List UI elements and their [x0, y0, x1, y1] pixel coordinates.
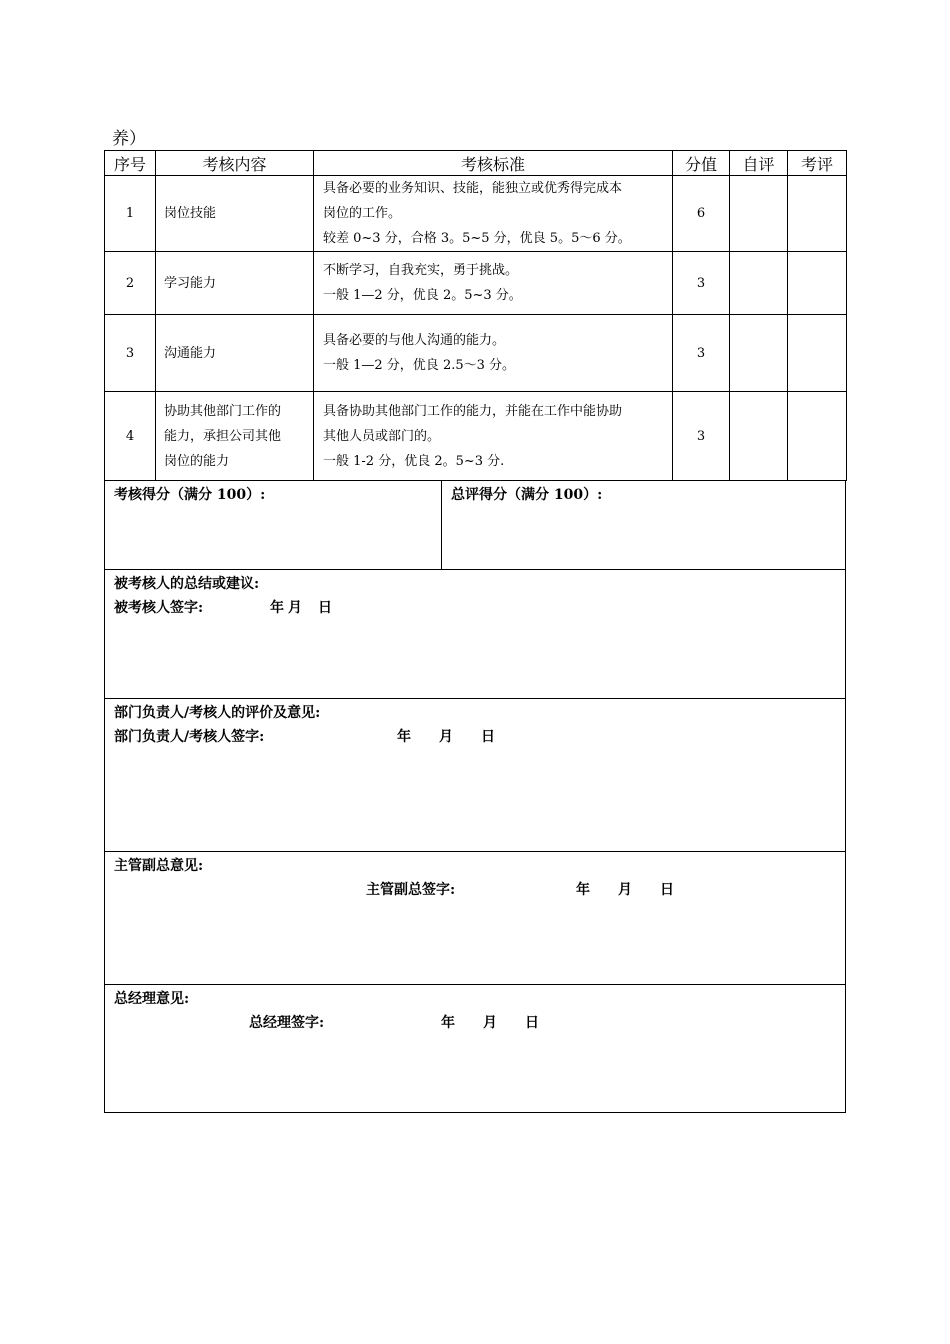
- table-row: [105, 176, 847, 252]
- row-content: 协助其他部门工作的 能力，承担公司其他 岗位的能力: [156, 392, 314, 481]
- row-self-eval-cell[interactable]: [730, 252, 788, 315]
- row-review-cell[interactable]: [788, 176, 847, 252]
- row-review-cell[interactable]: [788, 252, 847, 315]
- row-no: 2: [105, 252, 156, 315]
- row-self-eval-cell[interactable]: [730, 315, 788, 392]
- row-content: 岗位技能: [156, 176, 314, 252]
- gm-opinion-section: [104, 984, 846, 1113]
- self-day: 日: [318, 600, 332, 616]
- dept-year: 年: [397, 729, 411, 745]
- gm-opinion-title: 总经理意见:: [114, 991, 190, 1007]
- self-sign-label: 被考核人签字:: [114, 600, 204, 616]
- assessment-table: [104, 150, 847, 481]
- row-no: 4: [105, 392, 156, 481]
- header-score: 分值: [673, 151, 730, 176]
- table-row: [105, 315, 847, 392]
- vp-month: 月: [618, 882, 632, 898]
- dept-sign-label: 部门负责人/考核人签字:: [114, 729, 265, 745]
- vp-opinion-title: 主管副总意见:: [114, 858, 204, 874]
- dept-month: 月: [439, 729, 453, 745]
- total-score-label: 总评得分（满分 100）:: [451, 487, 603, 503]
- row-no: 3: [105, 315, 156, 392]
- self-summary-section: [104, 569, 846, 699]
- table-header-row: [105, 151, 847, 176]
- section-heading: 养）: [112, 129, 146, 149]
- gm-day: 日: [525, 1015, 539, 1031]
- row-review-cell[interactable]: [788, 392, 847, 481]
- vp-sign-label: 主管副总签字:: [366, 882, 456, 898]
- header-no: 序号: [105, 151, 156, 176]
- vp-year: 年: [576, 882, 590, 898]
- row-score: 6: [673, 176, 730, 252]
- row-self-eval-cell[interactable]: [730, 392, 788, 481]
- header-self-eval: 自评: [730, 151, 788, 176]
- dept-day: 日: [481, 729, 495, 745]
- header-standard: 考核标准: [314, 151, 673, 176]
- dept-opinion-title: 部门负责人/考核人的评价及意见:: [114, 705, 321, 721]
- row-no: 1: [105, 176, 156, 252]
- gm-sign-label: 总经理签字:: [249, 1015, 325, 1031]
- row-standard: 具备必要的与他人沟通的能力。 一般 1—2 分，优良 2.5～3 分。: [314, 315, 673, 392]
- self-summary-title: 被考核人的总结或建议:: [114, 576, 260, 592]
- header-review: 考评: [788, 151, 847, 176]
- row-content: 学习能力: [156, 252, 314, 315]
- self-month: 月: [288, 600, 302, 616]
- row-standard: 具备协助其他部门工作的能力，并能在工作中能协助 其他人员或部门的。 一般 1-2 分，优良 2。5~3 分.: [314, 392, 673, 481]
- scores-section: [104, 480, 846, 570]
- row-score: 3: [673, 252, 730, 315]
- row-content: 沟通能力: [156, 315, 314, 392]
- table-row: [105, 252, 847, 315]
- header-content: 考核内容: [156, 151, 314, 176]
- row-score: 3: [673, 392, 730, 481]
- self-year: 年: [270, 600, 284, 616]
- vp-day: 日: [660, 882, 674, 898]
- row-self-eval-cell[interactable]: [730, 176, 788, 252]
- table-row: [105, 392, 847, 481]
- vp-opinion-section: [104, 851, 846, 985]
- row-standard: 具备必要的业务知识、技能，能独立或优秀得完成本 岗位的工作。 较差 0~3 分，合格 3。5~5 分，优良 5。5～6 分。: [314, 176, 673, 252]
- row-score: 3: [673, 315, 730, 392]
- dept-opinion-section: [104, 698, 846, 852]
- row-standard: 不断学习，自我充实，勇于挑战。 一般 1—2 分，优良 2。5~3 分。: [314, 252, 673, 315]
- gm-month: 月: [483, 1015, 497, 1031]
- row-review-cell[interactable]: [788, 315, 847, 392]
- gm-year: 年: [441, 1015, 455, 1031]
- scores-divider: [441, 480, 442, 569]
- exam-score-label: 考核得分（满分 100）:: [114, 487, 266, 503]
